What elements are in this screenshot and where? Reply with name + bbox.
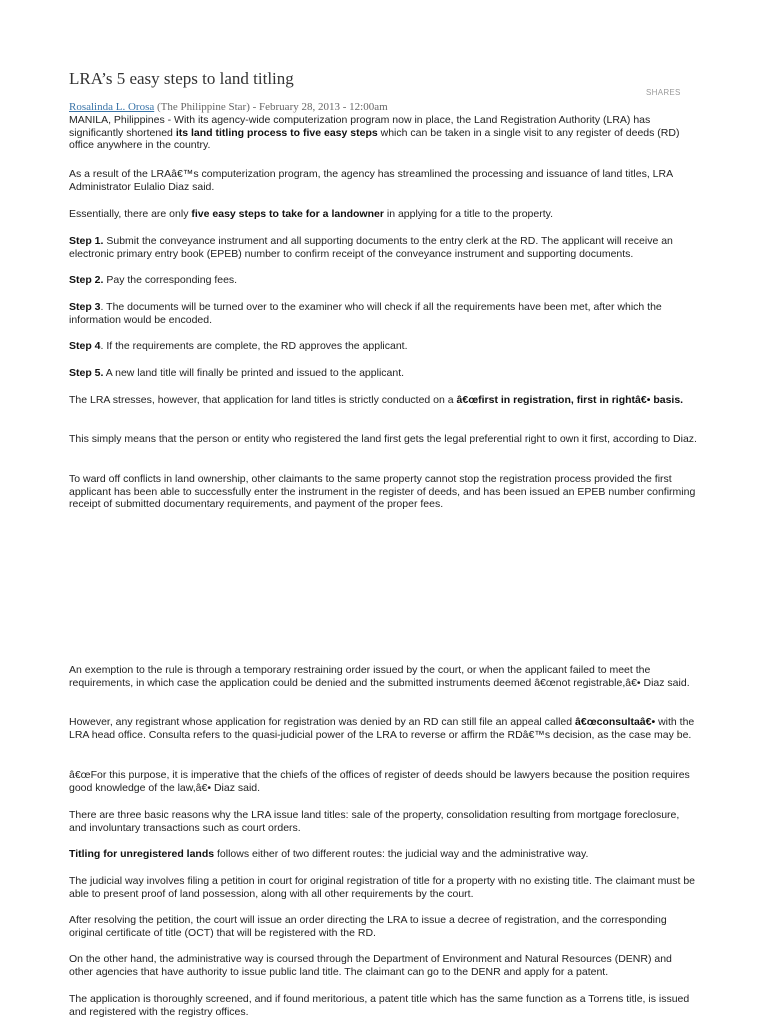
article-paragraph [69,340,697,353]
paragraph-text: with the LRA head office. Consulta refers to the quasi-judicial power of the LRA to reverse or affirm the RDâ€™s decision, as the case may be. [69,716,695,741]
paragraph-text: The application is thoroughly screened, and if found meritorious, a patent title which has the same function as a Torrens title, is issued and registered with the registry offices. [69,993,690,1018]
shares-label: SHARES [646,88,681,97]
paragraph-text: MANILA, Philippines - With its agency-wide computerization program now in place, the Land Registration Authority (LRA) has significantly shortened [69,114,651,139]
paragraph-text: . If the requirements are complete, the RD approves the applicant. [100,340,408,352]
bold-text: its land titling process to five easy steps [175,126,378,139]
bold-text: Step 3 [69,301,101,313]
byline [69,101,709,113]
article-paragraph [69,394,697,407]
bold-text: â€œconsultaâ€• [575,716,656,728]
article-paragraph [69,367,697,380]
article-paragraph [69,848,697,861]
paragraph-text: Pay the corresponding fees. [103,274,238,286]
paragraph-text: There are three basic reasons why the LRA issue land titles: sale of the property, consolidation resulting from mortgage foreclosure, and involuntary transactions such as court orders. [69,809,680,834]
article-paragraph [69,769,697,794]
article-paragraph [69,235,697,260]
paragraph-text: which can be taken in a single visit to any register of deeds (RD) office anywhere in the country. [69,126,680,152]
paragraph-text: in applying for a title to the property. [383,208,554,220]
bold-text: Step 4 [69,340,101,352]
paragraph-text: As a result of the LRAâ€™s computerization program, the agency has streamlined the processing and issuance of land titles, LRA Administrator Eulalio Diaz said. [69,168,673,193]
paragraph-text: A new land title will finally be printed and issued to the applicant. [103,367,405,379]
bold-text: Titling for unregistered lands [69,848,215,860]
paragraph-text: follows either of two different routes: the judicial way and the administrative way. [214,848,589,860]
article-paragraph [69,274,697,287]
paragraph-text: The LRA stresses, however, that application for land titles is strictly conducted on a [69,394,457,406]
article-paragraph [69,716,697,741]
article-paragraph [69,664,697,689]
article-paragraph [69,473,697,511]
article-title: LRA’s 5 easy steps to land titling [69,69,294,88]
paragraph-text: To ward off conflicts in land ownership, other claimants to the same property cannot stop the registration process provided the first applicant has been able to successfully enter the instrument in the register of deeds, and has been issued an EPEB number confirming receipt of submitted documentary requirements, and payment of the proper fees. [69,473,696,511]
author-link[interactable]: Rosalinda L. Orosa [69,101,155,113]
article-paragraph [69,993,697,1018]
paragraph-text: â€œFor this purpose, it is imperative that the chiefs of the offices of register of deeds should be lawyers because the position requires good knowledge of the law,â€• Diaz said. [69,769,690,794]
paragraph-text: Essentially, there are only [69,208,192,220]
bold-text: Step 5. [69,367,104,379]
bold-text: Step 2. [69,274,104,286]
article-paragraph [69,875,697,900]
article-paragraph [69,809,697,834]
article-paragraph [69,301,697,326]
bold-text: â€œfirst in registration, first in rightâ€• basis. [456,394,684,406]
paragraph-text: An exemption to the rule is through a temporary restraining order issued by the court, or when the applicant failed to meet the requirements, in which case the application could be denied and the submitted instruments deemed â€œnot registrable,â€• Diaz said. [69,664,690,689]
article-paragraph [69,114,697,152]
paragraph-text: After resolving the petition, the court will issue an order directing the LRA to issue a decree of registration, and the corresponding original certificate of title (OCT) that will be registered with the RD. [69,914,667,939]
paragraph-text: However, any registrant whose application for registration was denied by an RD can still file an appeal called [69,716,576,728]
paragraph-text: On the other hand, the administrative way is coursed through the Department of Environment and Natural Resources (DENR) and other agencies that have authority to issue public land title. The claimant can go to the DENR and apply for a patent. [69,953,672,978]
source-date: (The Philippine Star) - February 28, 2013 - 12:00am [156,101,388,113]
bold-text: Step 1. [69,235,104,247]
bold-text: five easy steps to take for a landowner [191,208,384,220]
article-paragraph [69,168,697,193]
paragraph-text: . The documents will be turned over to the examiner who will check if all the requirements have been met, after which the information would be encoded. [69,301,662,326]
article-paragraph [69,953,697,978]
paragraph-text: Submit the conveyance instrument and all supporting documents to the entry clerk at the RD. The applicant will receive an electronic primary entry book (EPEB) number to confirm receipt of the conveyance instrument and supporting documents. [69,235,673,260]
article-paragraph [69,208,697,221]
paragraph-text: This simply means that the person or entity who registered the land first gets the legal preferential right to own it first, according to Diaz. [69,433,697,445]
article-paragraph [69,433,697,446]
paragraph-text: The judicial way involves filing a petition in court for original registration of title for a property with no existing title. The claimant must be able to present proof of land possession, along with all other requirements by the court. [69,875,696,900]
article-paragraph [69,914,697,939]
